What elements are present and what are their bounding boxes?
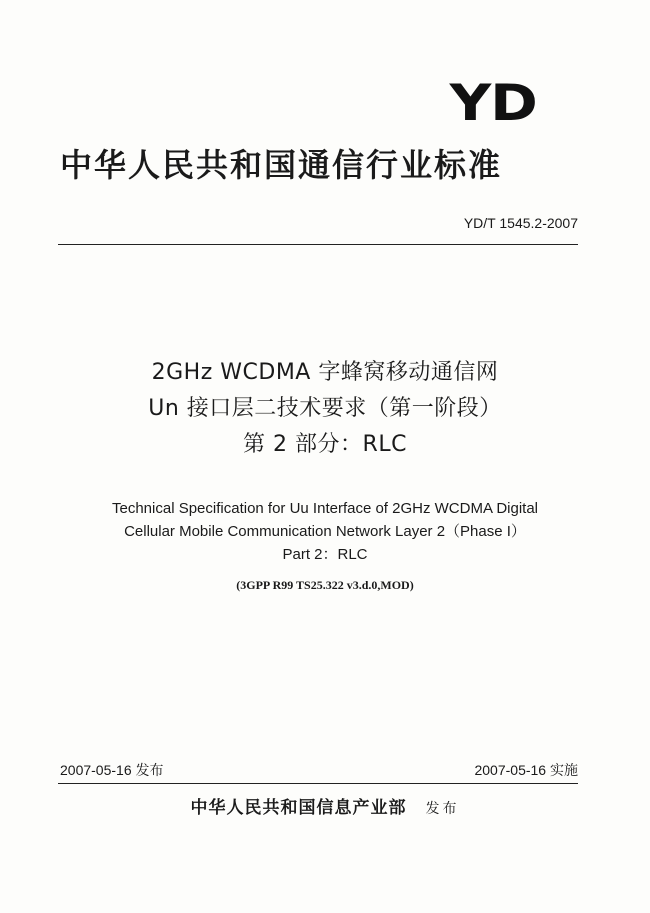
issuer-suffix: 发布 (425, 801, 460, 817)
english-title-line-3: Part 2：RLC (282, 546, 368, 563)
issuer-name: 中华人民共和国信息产业部 (190, 798, 407, 818)
english-title-line-2: Cellular Mobile Communication Network Layer 2（Phase I） (124, 523, 526, 540)
chinese-title-line-1: 2GHz WCDMA 字蜂窝移动通信网 (151, 360, 499, 385)
standard-title: 中华人民共和国通信行业标准 (60, 146, 503, 184)
issuer-line (0, 793, 650, 818)
issue-date: 2007-05-16 发布 (60, 762, 164, 778)
footer-divider (58, 783, 578, 784)
standard-number: YD/T 1545.2-2007 (463, 215, 578, 231)
chinese-title-line-2: Un 接口层二技术要求（第一阶段） (148, 396, 502, 421)
chinese-title-block (0, 355, 650, 463)
english-title-line-1: Technical Specification for Uu Interface of 2GHz WCDMA Digital (112, 500, 538, 517)
english-title-block (0, 497, 650, 566)
header-divider (58, 244, 578, 245)
chinese-title-line-3: 第 2 部分：RLC (243, 432, 407, 457)
adoption-note: (3GPP R99 TS25.322 v3.d.0,MOD) (236, 578, 414, 592)
yd-logo: YD (449, 74, 537, 132)
implementation-date: 2007-05-16 实施 (474, 762, 578, 778)
